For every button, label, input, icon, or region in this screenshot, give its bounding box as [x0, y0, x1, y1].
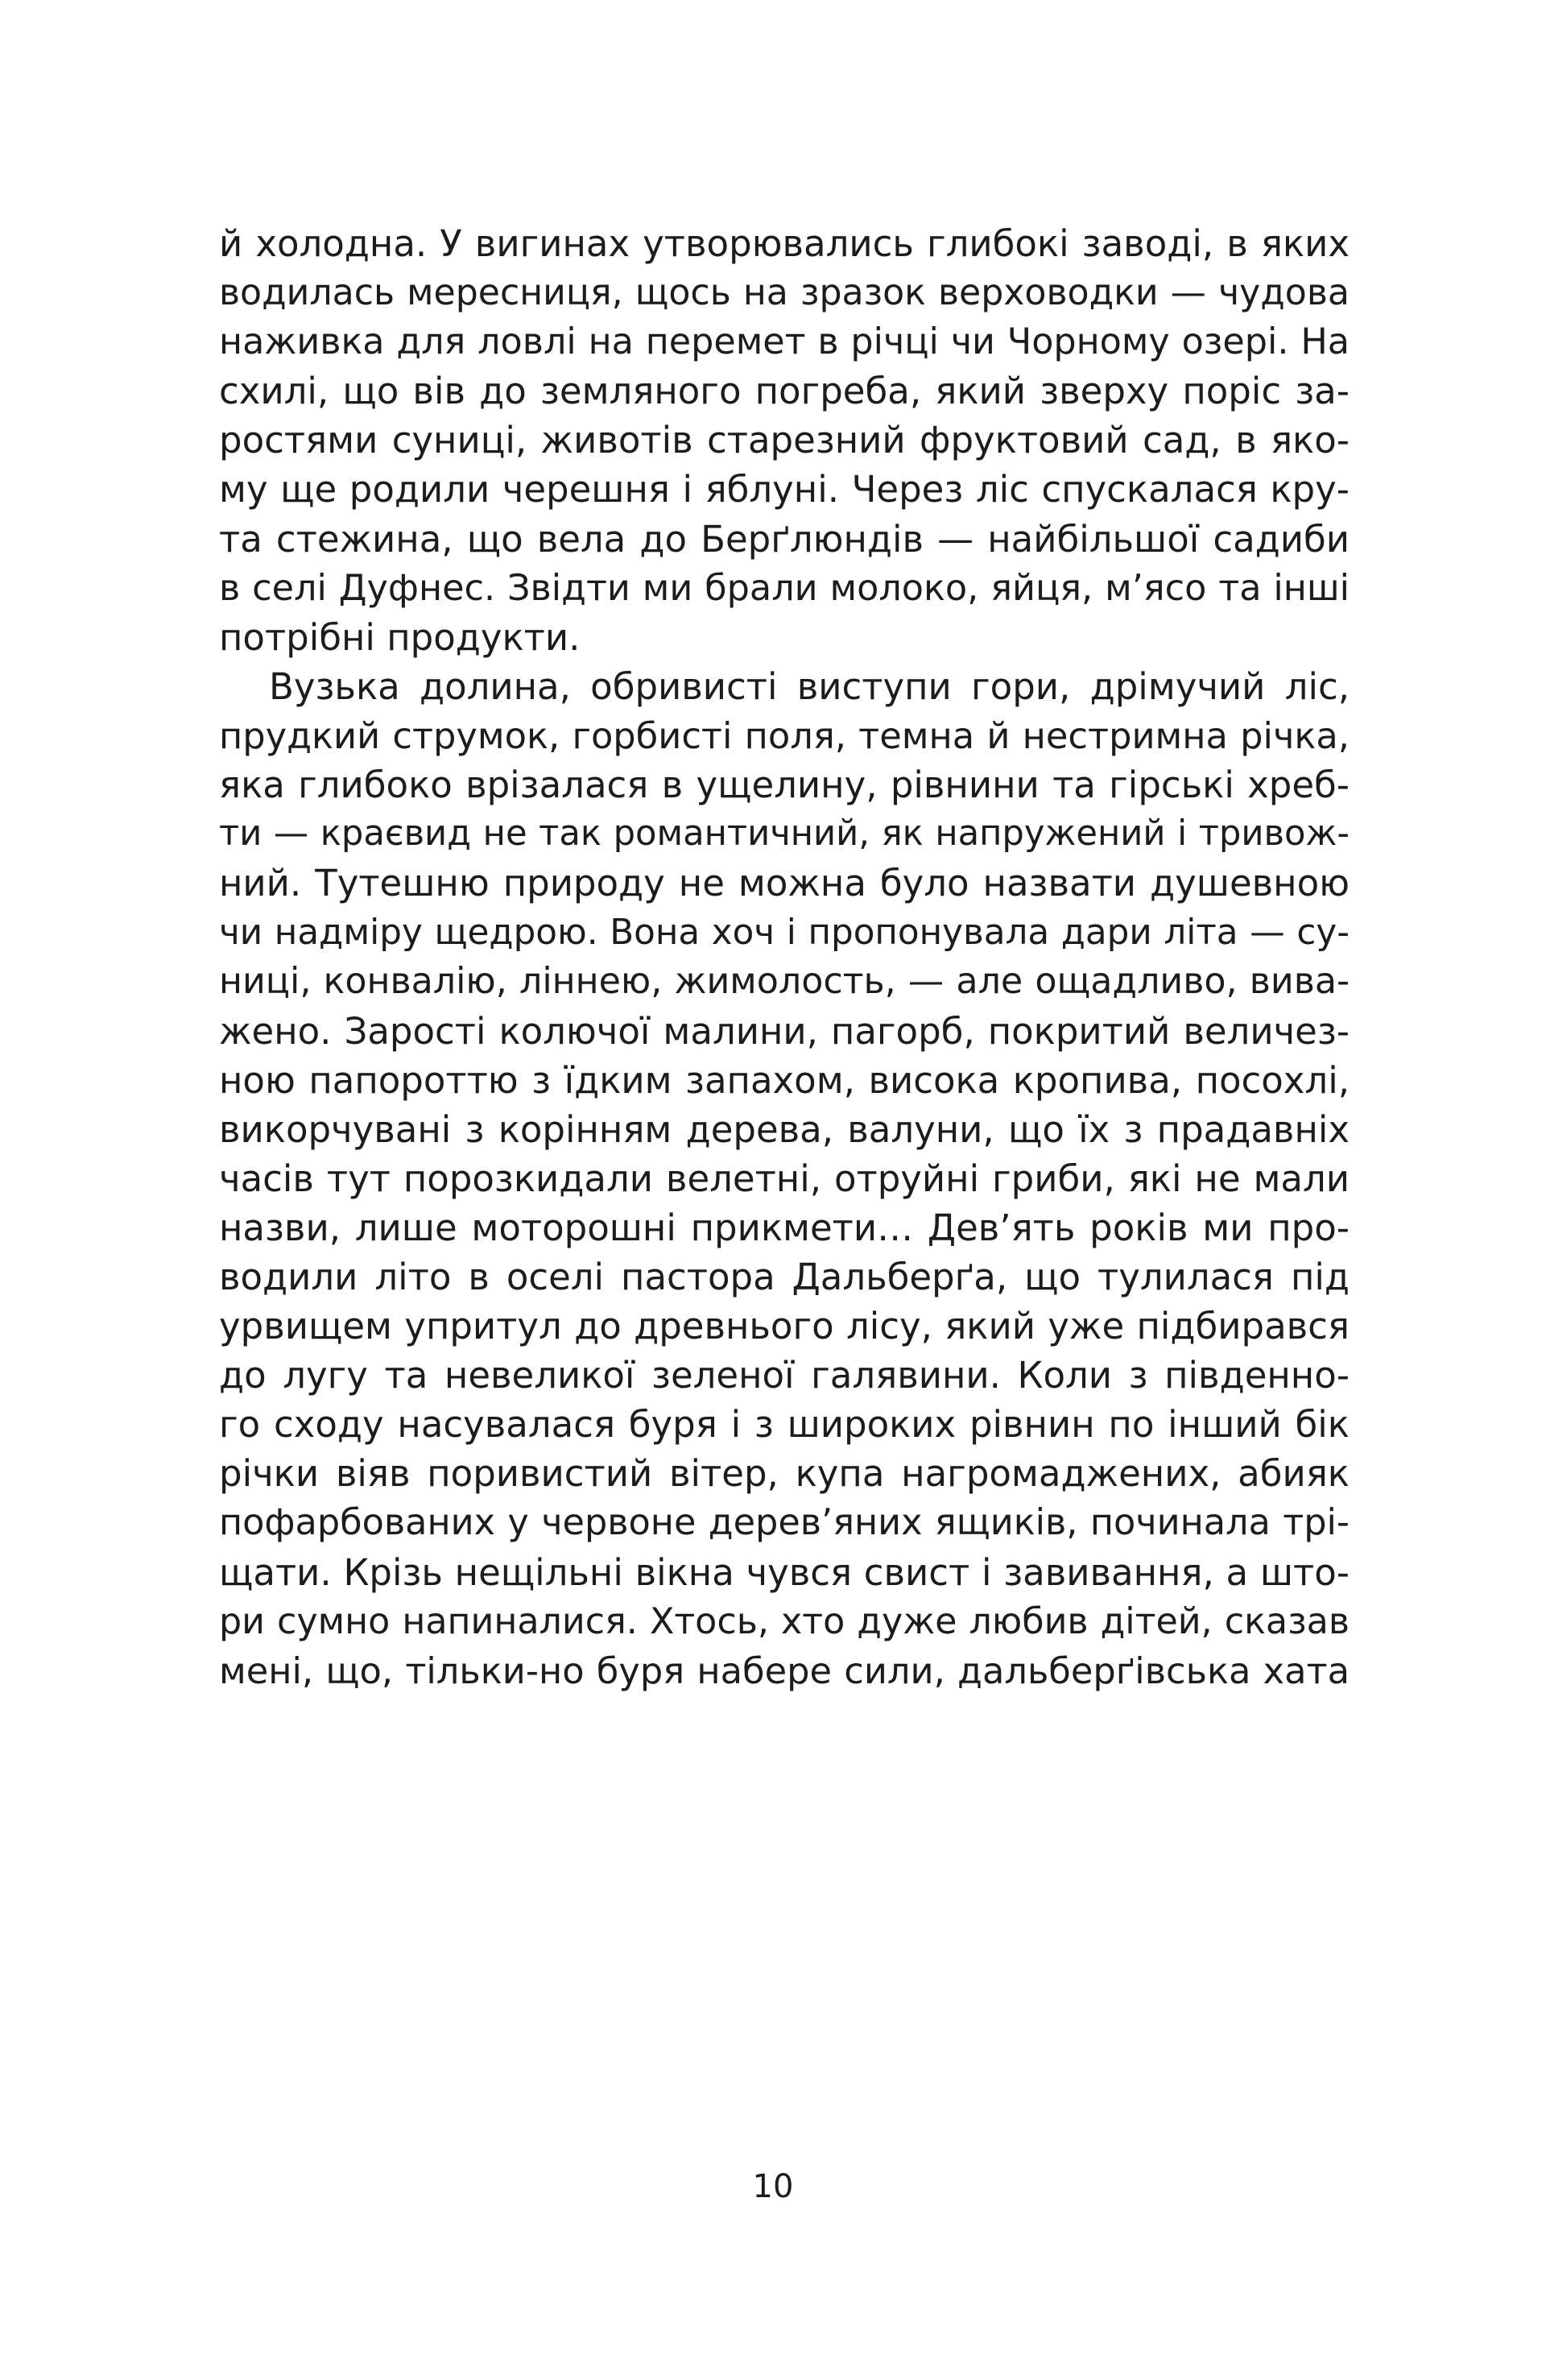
text-line: до лугу та невеликої зеленої галявини. Коли з південно- — [219, 1354, 1350, 1397]
text-line: та стежина, що вела до Берґлюндів — найбільшої садиби — [219, 517, 1350, 561]
text-line: в селі Дуфнес. Звідти ми брали молоко, яйця, м’ясо та інші — [219, 566, 1350, 609]
text-line: ниці, конвалію, ліннею, жимолость, — але ощадливо, вива- — [219, 961, 1350, 1003]
text-line: мені, що, тільки-но буря набере сили, дальберґівська хата — [219, 1649, 1350, 1692]
text-line: річки віяв поривистий вітер, купа нагромаджених, абияк — [219, 1452, 1350, 1496]
text-line: му ще родили черешня і яблуні. Через ліс спускалася кру- — [219, 468, 1350, 511]
text-line: ною папороттю з їдким запахом, висока кропива, посохлі, — [219, 1058, 1350, 1102]
text-line: водили літо в оселі пастора Дальберґа, що тулилася під — [219, 1255, 1350, 1298]
text-line: щати. Крізь нещільні вікна чувся свист і завивання, а што- — [219, 1550, 1350, 1594]
text-line: водилась мересниця, щось на зразок верховодки — чудова — [219, 272, 1350, 314]
text-line: викорчувані з корінням дерева, валуни, що їх з прадавніх — [219, 1107, 1350, 1151]
text-line: ри сумно напиналися. Хтось, хто дуже любив дітей, сказав — [219, 1600, 1350, 1642]
text-line: схилі, що вів до земляного погреба, який зверху поріс за- — [219, 370, 1350, 413]
text-line: жено. Зарості колючої малини, пагорб, покритий величез- — [219, 1009, 1350, 1053]
text-line: урвищем упритул до древнього лісу, який уже підбирався — [219, 1305, 1350, 1348]
text-line: яка глибоко врізалася в ущелину, рівнини та гірські хреб- — [219, 764, 1350, 807]
text-line: прудкий струмок, горбисті поля, темна й нестримна річка, — [219, 714, 1350, 757]
page-number: 10 — [752, 2168, 794, 2205]
text-line: наживка для ловлі на перемет в річці чи Чорному озері. На — [219, 321, 1350, 363]
text-line: часів тут порозкидали велетні, отруйні гриби, які не мали — [219, 1157, 1350, 1200]
text-line: назви, лише моторошні прикмети… Дев’ять років ми про- — [219, 1206, 1350, 1249]
paragraph-first-line: Вузька долина, обривисті виступи гори, дрімучий ліс, — [269, 664, 1350, 708]
text-line: ростями суниці, животів старезний фруктовий сад, в яко- — [219, 419, 1350, 462]
text-line: ти — краєвид не так романтичний, як напружений і тривож- — [219, 813, 1350, 855]
body-text — [219, 219, 1350, 1695]
text-line: го сходу насувалася буря і з широких рівнин по інший бік — [219, 1403, 1350, 1447]
text-line: чи надміру щедрою. Вона хоч і пропонувала дари літа — су- — [219, 912, 1350, 954]
text-line: пофарбованих у червоне дерев’яних ящиків, починала трі- — [219, 1501, 1350, 1544]
text-line: й холодна. У вигинах утворювались глибокі заводі, в яких — [219, 222, 1350, 265]
text-line: потрібні продукти. — [219, 615, 581, 659]
text-line: ний. Тутешню природу не можна було назвати душевною — [219, 862, 1350, 905]
